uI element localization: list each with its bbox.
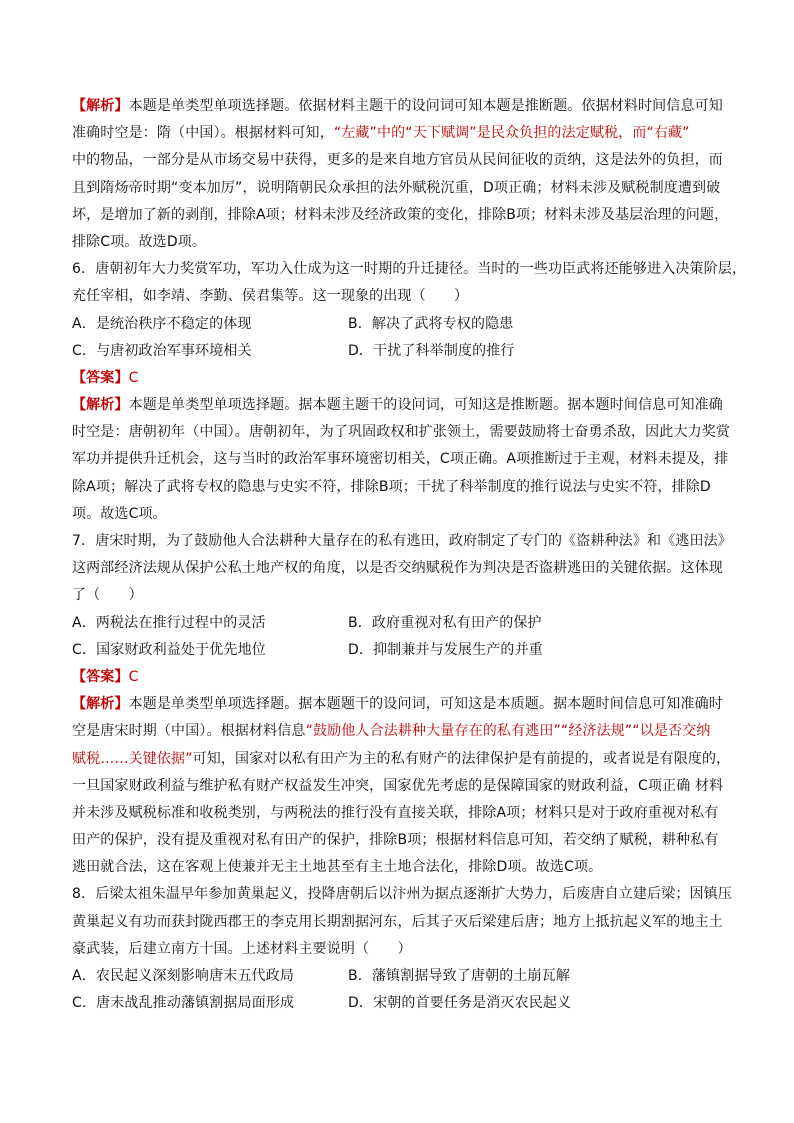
text-line: 空是唐宋时期（中国）。根据材料信息“鼓励他人合法耕种大量存在的私有逃田”“经济法规”“以是否交纳 [72, 723, 711, 740]
text-line: 并未涉及赋税标准和收税类别，与两税法的推行没有直接关联，排除A项；材料只是对于政府重视对私有 [72, 804, 719, 821]
option-c: C．国家财政利益处于优先地位 [72, 641, 266, 658]
text-line: 时空是：唐朝初年（中国）。唐朝初年，为了巩固政权和扩张领土，需要鼓励将士奋勇杀敌，因此大力奖赏 [72, 424, 731, 441]
text-line: 除A项；解决了武将专权的隐患与史实不符，排除B项；干扰了科举制度的推行说法与史实不符，排除D [72, 478, 711, 495]
answer-tag: 【答案】 [72, 668, 129, 685]
document-page [72, 93, 747, 1017]
text-line: 【解析】本题是单类型单项选择题。据本题题干的设问词，可知这是本质题。据本题时间信息可知准确时 [72, 696, 723, 713]
answer-value: C [128, 369, 139, 386]
option-b: B．藩镇割据导致了唐朝的土崩瓦解 [348, 968, 571, 984]
options-row [72, 637, 722, 664]
answer-tag: 【答案】 [72, 369, 129, 386]
text-line: 中的物品，一部分是从市场交易中获得，更多的是来自地方官员从民间征收的贡纳，这是法外的负担，而 [72, 152, 723, 169]
question-stem: 豪武装，后建立南方十国。上述材料主要说明（ ） [72, 940, 412, 957]
text-line: 一旦国家财政利益与维护私有财产权益发生冲突，国家优先考虑的是保障国家的财政利益，C项正确 材料 [72, 777, 724, 794]
option-c: C．唐末战乱推动藩镇割据局面形成 [72, 995, 295, 1012]
answer-value: C [128, 668, 139, 685]
question-6 [72, 256, 747, 528]
option-b: B．解决了武将专权的隐患 [348, 315, 514, 332]
option-a: A．两税法在推行过程中的灵活 [72, 614, 266, 631]
option-d: D．干扰了科举制度的推行 [348, 342, 515, 359]
option-d: D．宋朝的首要任务是消灭农民起义 [348, 995, 572, 1012]
text-line: 军功并提供升迁机会，这与当时的政治军事环境密切相关，C项正确。A项推断过于主观，材料未提及，排 [72, 451, 729, 468]
text-line: 逃田就合法，这在客观上使兼并无主土地甚至有主土地合法化，排除D项。故选C项。 [72, 859, 603, 876]
answer-line [72, 664, 722, 691]
option-a: A．是统治秩序不稳定的体现 [72, 315, 252, 332]
question-stem: 6．唐朝初年大力奖赏军功，军功入仕成为这一时期的升迁捷径。当时的一些功臣武将还能够进入决策阶层， [72, 261, 747, 278]
options-row [72, 610, 722, 637]
options-row [72, 338, 722, 365]
highlighted-quote: “左藏”中的“天下赋调”是民众负担的法定赋税，而“右藏” [333, 125, 690, 142]
options-row [72, 963, 722, 990]
question-stem: 这两部经济法规从保护公私土地产权的角度，以是否交纳赋税作为判决是否盗耕逃田的关键依据。这体现 [72, 560, 723, 577]
explanation-q5 [72, 93, 729, 256]
highlighted-quote: 赋税……关键依据” [72, 750, 193, 767]
question-7 [72, 528, 732, 881]
explanation-tag: 【解析】 [72, 696, 129, 713]
options-row [72, 311, 722, 338]
text-line: 项。故选C项。 [72, 505, 167, 522]
question-stem: 8．后梁太祖朱温早年参加黄巢起义，投降唐朝后以汴州为据点逐渐扩大势力，后废唐自立建后梁；因镇压 [72, 886, 732, 903]
text-line: 排除C项。故选D项。 [72, 233, 207, 250]
text-line: 坏，是增加了新的剥削，排除A项；材料未涉及经济政策的变化，排除B项；材料未涉及基层治理的问题， [72, 206, 729, 223]
question-stem: 了（ ） [72, 587, 143, 604]
option-a: A．农民起义深刻影响唐末五代政局 [72, 968, 294, 984]
options-row [72, 990, 722, 1017]
question-8 [72, 881, 732, 1017]
text-line: 田产的保护，没有提及重视对私有田产的保护，排除B项；根据材料信息可知，若交纳了赋税，耕种私有 [72, 832, 719, 849]
option-b: B．政府重视对私有田产的保护 [348, 614, 542, 631]
text-line: 赋税……关键依据”可知，国家对以私有田产为主的私有财产的法律保护是有前提的，或者说是有限度的， [72, 750, 731, 767]
question-stem: 黄巢起义有功而获封陇西郡王的李克用长期割据河东，后其子灭后梁建后唐；地方上抵抗起义军的地主土 [72, 913, 723, 930]
text-line: 且到隋炀帝时期“变本加厉”，说明隋朝民众承担的法外赋税沉重，D项正确；材料未涉及赋税制度遭到破 [72, 179, 721, 196]
answer-line [72, 365, 722, 392]
highlighted-quote: “鼓励他人合法耕种大量存在的私有逃田”“经济法规”“以是否交纳 [305, 723, 711, 740]
explanation-tag: 【解析】 [72, 397, 129, 414]
text-line: 【解析】本题是单类型单项选择题。依据材料主题干的设问词可知本题是推断题。依据材料时间信息可知 [72, 98, 723, 114]
option-d: D．抑制兼并与发展生产的并重 [348, 641, 543, 658]
question-stem: 7．唐宋时期，为了鼓励他人合法耕种大量存在的私有逃田，政府制定了专门的《盗耕种法》和《逃田法》 [72, 533, 732, 549]
option-c: C．与唐初政治军事环境相关 [72, 342, 252, 359]
text-line: 【解析】本题是单类型单项选择题。据本题主题干的设问词，可知这是推断题。据本题时间信息可知准确 [72, 397, 723, 414]
explanation-tag: 【解析】 [72, 98, 129, 114]
text-line: 准确时空是：隋（中国）。根据材料可知，“左藏”中的“天下赋调”是民众负担的法定赋税，而“右藏” [72, 125, 690, 142]
question-stem: 充任宰相，如李靖、李勤、侯君集等。这一现象的出现（ ） [72, 288, 469, 305]
